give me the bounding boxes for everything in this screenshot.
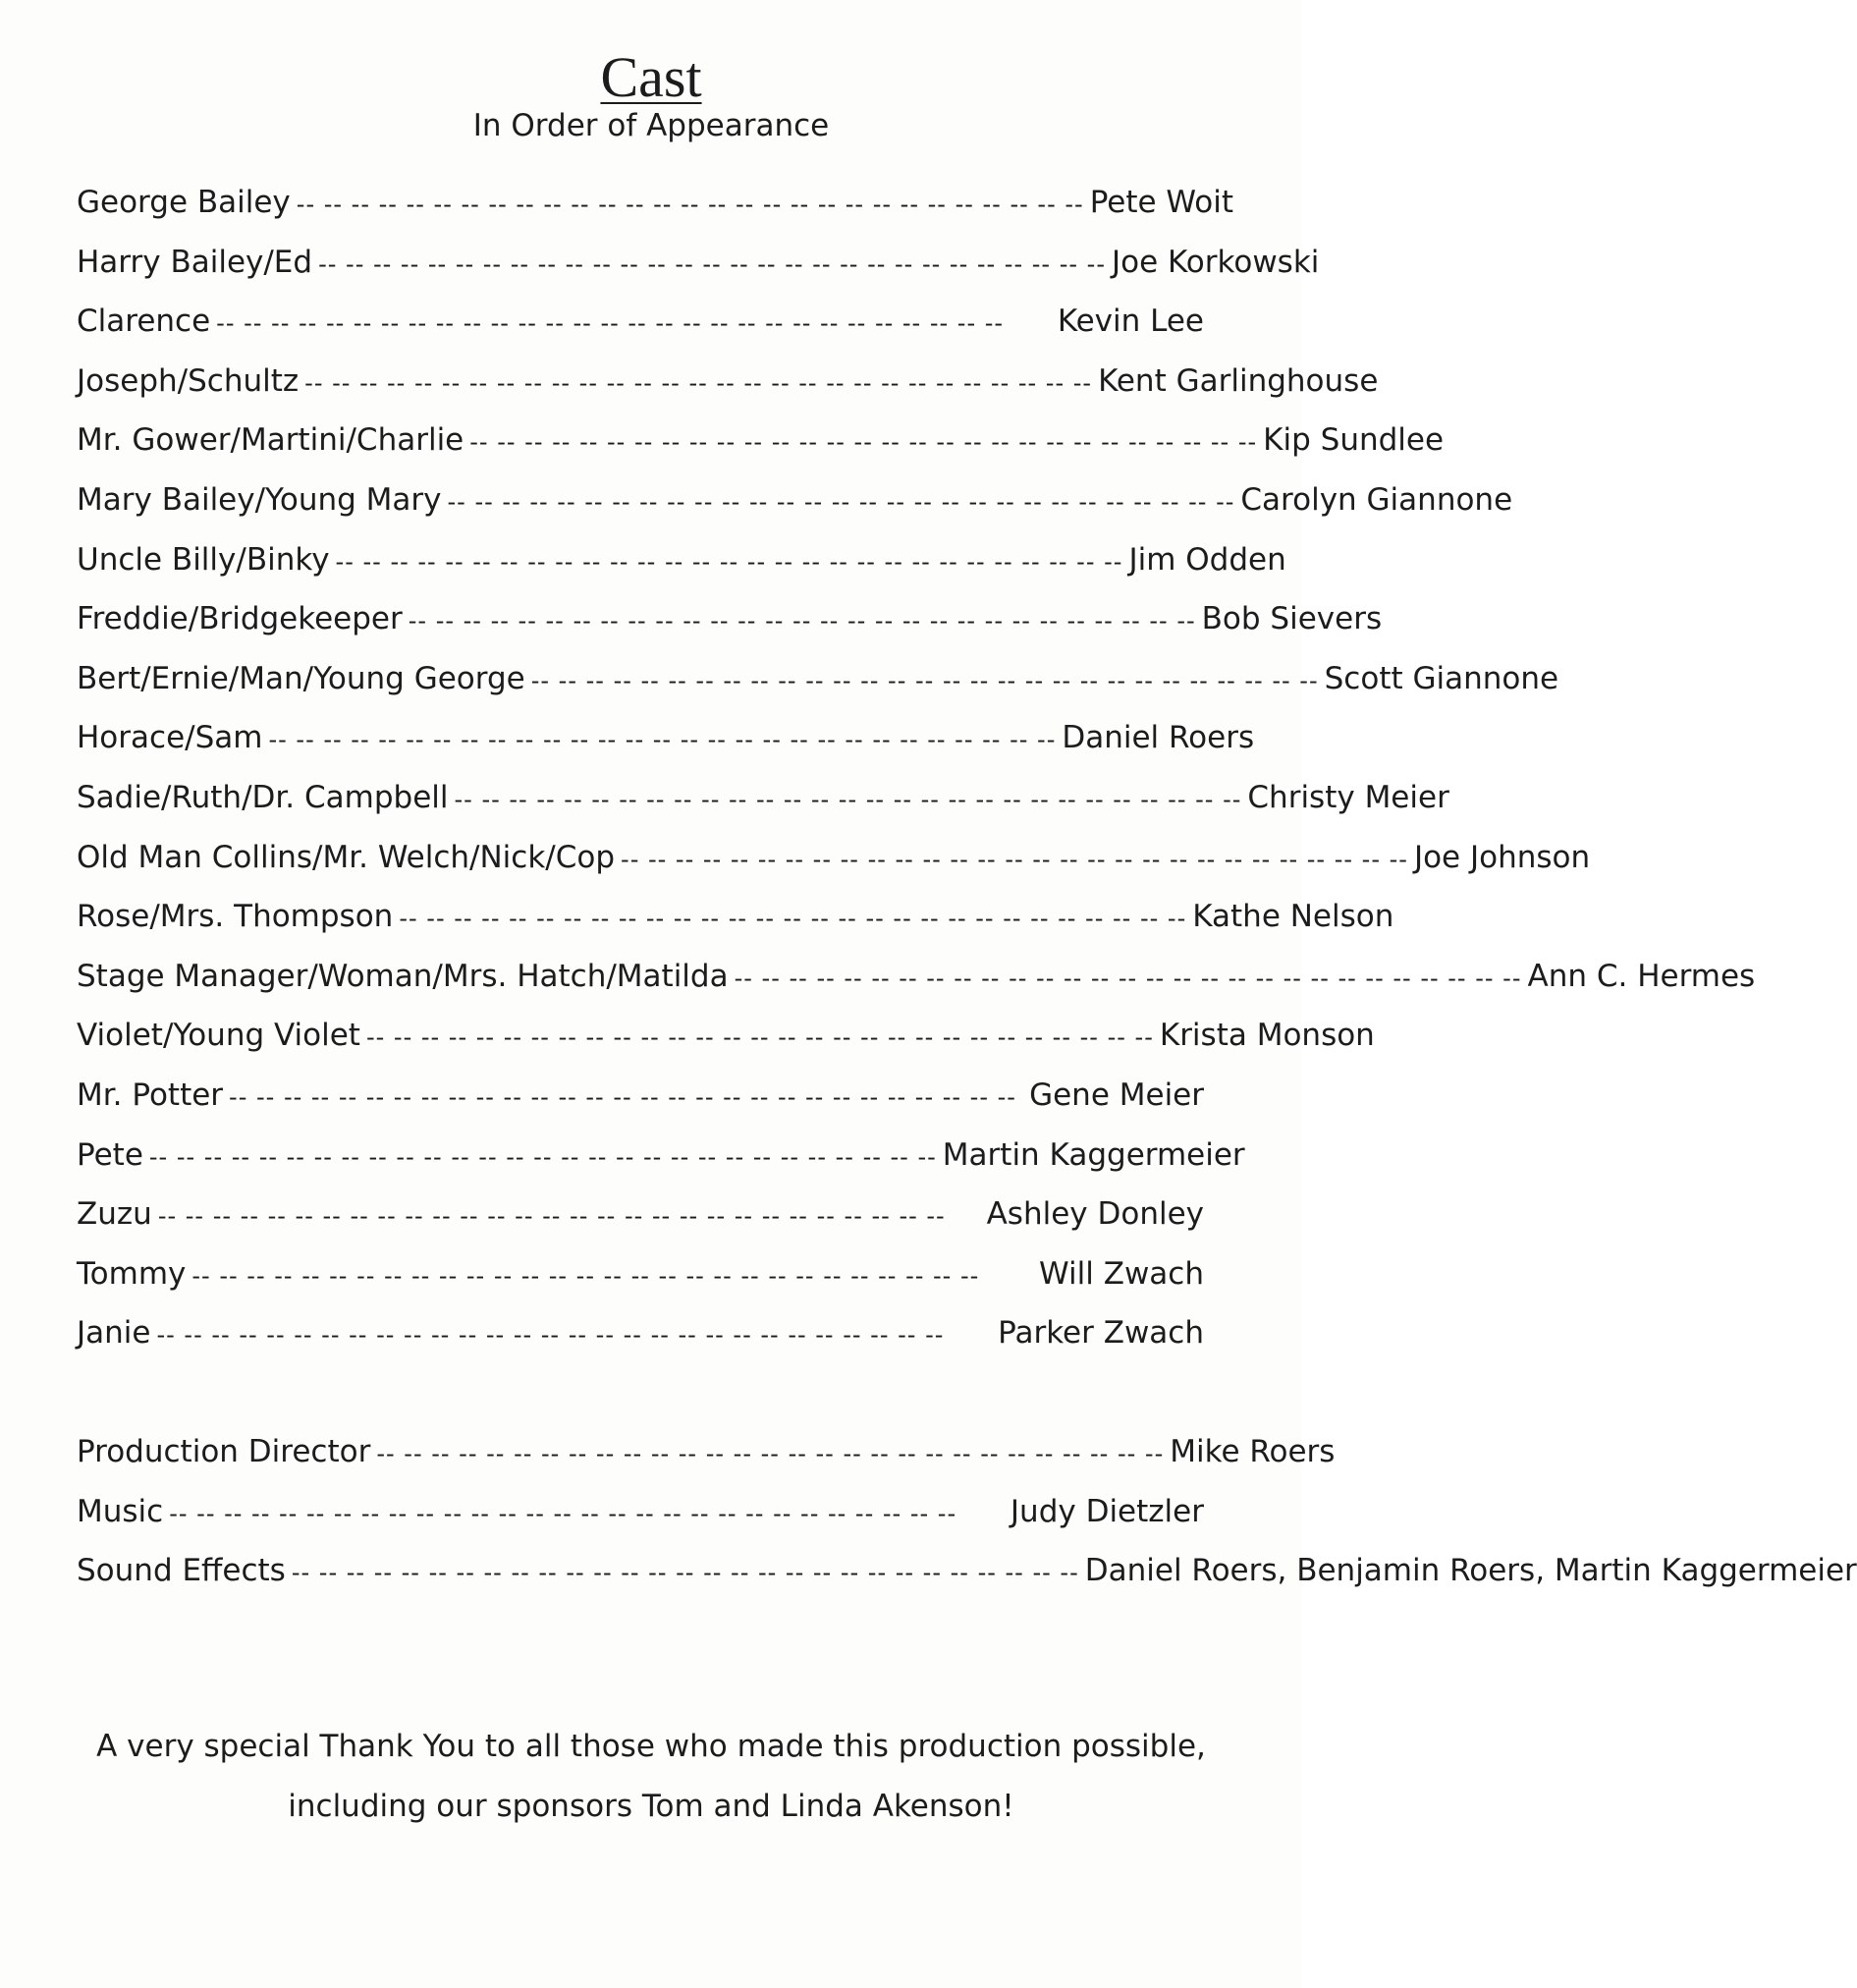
role-name: Production Director [77, 1434, 371, 1469]
cast-title: Cast [600, 45, 702, 109]
actor-name: Parker Zwach [998, 1315, 1204, 1352]
actor-name: Pete Woit [1089, 185, 1233, 220]
dash-leader: -- -- -- -- -- -- -- -- -- -- -- -- -- -- -- -- -- -- -- -- -- -- -- -- -- -- -- -- -- [318, 249, 1106, 278]
actor-name: Will Zwach [1039, 1255, 1204, 1292]
cast-row [77, 1303, 1204, 1363]
role-name: Music [77, 1493, 164, 1529]
dash-leader: -- -- -- -- -- -- -- -- -- -- -- -- -- -- -- -- -- -- -- -- -- -- -- -- -- -- -- -- -- [156, 1321, 945, 1350]
actor-name: Carolyn Giannone [1240, 481, 1513, 518]
actor-name: Kevin Lee [1057, 304, 1204, 340]
role-name: Janie [77, 1315, 151, 1352]
dash-leader: -- -- -- -- -- -- -- -- -- -- -- -- -- -- -- -- -- -- -- -- -- -- -- -- -- -- -- -- -- [148, 1142, 937, 1171]
cast-row [77, 1006, 1375, 1066]
dash-leader: -- -- -- -- -- -- -- -- -- -- -- -- -- -- -- -- -- -- -- -- -- -- -- -- -- -- -- -- -- [335, 547, 1123, 576]
cast-row [77, 1126, 1245, 1186]
cast-subtitle: In Order of Appearance [472, 108, 830, 143]
cast-row [77, 233, 1320, 293]
role-name: Uncle Billy/Binky [77, 541, 330, 578]
actor-name: Gene Meier [1029, 1077, 1204, 1113]
cast-list [77, 173, 1756, 1363]
dash-leader: -- -- -- -- -- -- -- -- -- -- -- -- -- -- -- -- -- -- -- -- -- -- -- -- -- -- -- -- -- [229, 1082, 1016, 1111]
role-name: Joseph/Schultz [77, 362, 300, 399]
cast-row [77, 887, 1394, 947]
role-name: Pete [77, 1136, 143, 1173]
role-name: Stage Manager/Woman/Mrs. Hatch/Matilda [77, 958, 729, 994]
crew-list [77, 1422, 1857, 1601]
cast-row [77, 1185, 1204, 1244]
actor-name: Bob Sievers [1201, 601, 1383, 637]
crew-row [77, 1482, 1204, 1542]
cast-row [77, 947, 1756, 1007]
cast-row [77, 173, 1233, 233]
actor-name: Kathe Nelson [1192, 899, 1394, 935]
cast-row [77, 1066, 1204, 1126]
actor-name: Daniel Roers [1062, 720, 1255, 756]
dash-leader: -- -- -- -- -- -- -- -- -- -- -- -- -- -- -- -- -- -- -- -- -- -- -- -- -- -- -- -- -- [447, 487, 1235, 516]
dash-leader: -- -- -- -- -- -- -- -- -- -- -- -- -- -- -- -- -- -- -- -- -- -- -- -- -- -- -- -- -- [304, 368, 1093, 397]
cast-row [77, 589, 1383, 649]
actor-name: Krista Monson [1159, 1018, 1375, 1054]
cast-row [77, 768, 1449, 828]
actor-name: Christy Meier [1247, 779, 1449, 815]
thank-you-line-2: including our sponsors Tom and Linda Akenson! [288, 1789, 1014, 1824]
dash-leader: -- -- -- -- -- -- -- -- -- -- -- -- -- -- -- -- -- -- -- -- -- -- -- -- -- -- -- -- -- [408, 607, 1196, 635]
role-name: Bert/Ernie/Man/Young George [77, 660, 525, 696]
role-name: Zuzu [77, 1196, 152, 1233]
dash-leader: -- -- -- -- -- -- -- -- -- -- -- -- -- -- -- -- -- -- -- -- -- -- -- -- -- -- -- -- -- [399, 905, 1187, 933]
dash-leader: -- -- -- -- -- -- -- -- -- -- -- -- -- -- -- -- -- -- -- -- -- -- -- -- -- -- -- -- -- [376, 1440, 1165, 1467]
cast-row [77, 292, 1204, 352]
dash-leader: -- -- -- -- -- -- -- -- -- -- -- -- -- -- -- -- -- -- -- -- -- -- -- -- -- -- -- -- -- [169, 1499, 957, 1527]
dash-leader: -- -- -- -- -- -- -- -- -- -- -- -- -- -- -- -- -- -- -- -- -- -- -- -- -- -- -- -- -- [734, 964, 1522, 992]
dash-leader: -- -- -- -- -- -- -- -- -- -- -- -- -- -- -- -- -- -- -- -- -- -- -- -- -- -- -- -- -- [296, 191, 1084, 218]
dash-leader: -- -- -- -- -- -- -- -- -- -- -- -- -- -- -- -- -- -- -- -- -- -- -- -- -- -- -- -- -- [291, 1559, 1079, 1587]
actor-name: Judy Dietzler [1010, 1493, 1204, 1529]
actor-name: Scott Giannone [1324, 660, 1559, 696]
actor-name: Kip Sundlee [1263, 422, 1445, 459]
role-name: Tommy [77, 1255, 187, 1292]
cast-row [77, 649, 1559, 709]
cast-row [77, 1244, 1204, 1304]
cast-row [77, 411, 1445, 470]
actor-name: Jim Odden [1128, 541, 1286, 578]
actor-name: Joe Johnson [1413, 839, 1591, 875]
role-name: Violet/Young Violet [77, 1018, 360, 1054]
dash-leader: -- -- -- -- -- -- -- -- -- -- -- -- -- -- -- -- -- -- -- -- -- -- -- -- -- -- -- -- -- [454, 785, 1242, 813]
role-name: Rose/Mrs. Thompson [77, 899, 394, 935]
role-name: Mr. Gower/Martini/Charlie [77, 422, 464, 459]
actor-name: Martin Kaggermeier [942, 1136, 1245, 1173]
crew-row [77, 1422, 1336, 1482]
thank-you-line-1: A very special Thank You to all those who made this production possible, [96, 1729, 1206, 1764]
actor-name: Kent Garlinghouse [1098, 362, 1379, 399]
actor-name: Joe Korkowski [1111, 244, 1320, 280]
role-name: Mr. Potter [77, 1077, 224, 1113]
role-name: Freddie/Bridgekeeper [77, 601, 403, 637]
dash-leader: -- -- -- -- -- -- -- -- -- -- -- -- -- -- -- -- -- -- -- -- -- -- -- -- -- -- -- -- -- [268, 726, 1057, 754]
dash-leader: -- -- -- -- -- -- -- -- -- -- -- -- -- -- -- -- -- -- -- -- -- -- -- -- -- -- -- -- -- [157, 1202, 946, 1231]
dash-leader: -- -- -- -- -- -- -- -- -- -- -- -- -- -- -- -- -- -- -- -- -- -- -- -- -- -- -- -- -- [621, 845, 1408, 873]
dash-leader: -- -- -- -- -- -- -- -- -- -- -- -- -- -- -- -- -- -- -- -- -- -- -- -- -- -- -- -- -- [530, 666, 1319, 694]
role-name: Sound Effects [77, 1553, 286, 1589]
cast-row [77, 708, 1255, 768]
role-name: Harry Bailey/Ed [77, 244, 313, 280]
cast-row [77, 352, 1379, 412]
cast-row [77, 828, 1591, 888]
thank-you-note [59, 1717, 1243, 1837]
role-name: Sadie/Ruth/Dr. Campbell [77, 779, 449, 815]
role-name: Clarence [77, 304, 211, 340]
dash-leader: -- -- -- -- -- -- -- -- -- -- -- -- -- -- -- -- -- -- -- -- -- -- -- -- -- -- -- -- -- [191, 1261, 980, 1290]
role-name: Mary Bailey/Young Mary [77, 481, 442, 518]
actor-name: Mike Roers [1170, 1434, 1336, 1469]
cast-row [77, 470, 1513, 530]
dash-leader: -- -- -- -- -- -- -- -- -- -- -- -- -- -- -- -- -- -- -- -- -- -- -- -- -- -- -- -- -- [469, 428, 1258, 457]
actor-name: Ann C. Hermes [1527, 958, 1756, 994]
actor-name: Daniel Roers, Benjamin Roers, Martin Kaggermeier [1084, 1553, 1857, 1589]
dash-leader: -- -- -- -- -- -- -- -- -- -- -- -- -- -- -- -- -- -- -- -- -- -- -- -- -- -- -- -- -- [216, 309, 1005, 338]
cast-row [77, 530, 1286, 590]
dash-leader: -- -- -- -- -- -- -- -- -- -- -- -- -- -- -- -- -- -- -- -- -- -- -- -- -- -- -- -- -- [365, 1023, 1154, 1052]
role-name: Old Man Collins/Mr. Welch/Nick/Cop [77, 839, 616, 875]
crew-row [77, 1541, 1857, 1601]
role-name: Horace/Sam [77, 720, 263, 756]
role-name: George Bailey [77, 185, 291, 220]
actor-name: Ashley Donley [986, 1196, 1204, 1233]
